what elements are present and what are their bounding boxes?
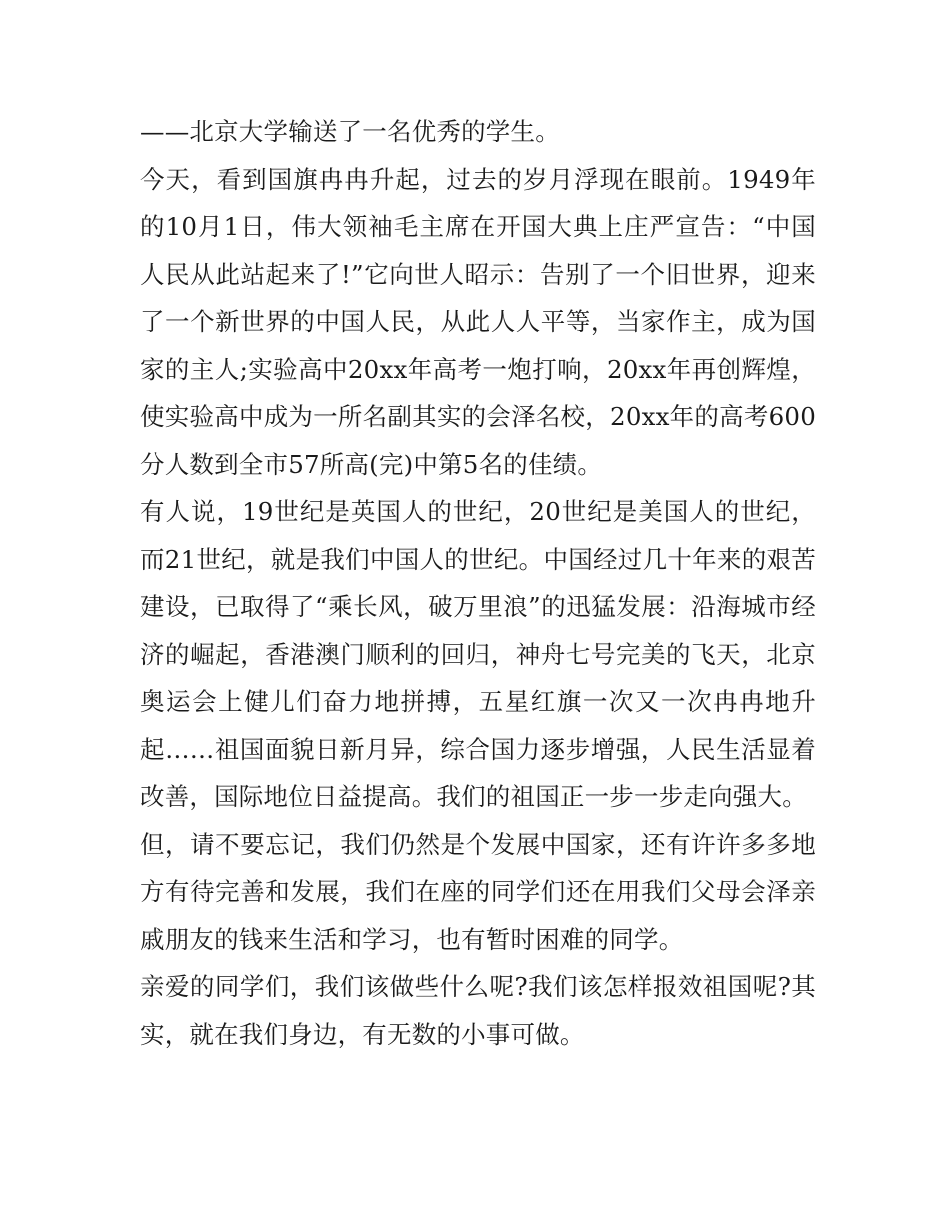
paragraph-2: 今天，看到国旗冉冉升起，过去的岁月浮现在眼前。1949年的10月1日，伟大领袖毛主席在开国大典上庄严宣告：“中国人民从此站起来了!”它向世人昭示：告别了一个旧世界，迎来了一个新世界的中国人民，从此人人平等，当家作主，成为国家的主人;实验高中20xx年高考一炮打响，20xx年再创辉煌，使实验高中成为一所名副其实的会泽名校，20xx年的高考600分人数到全市57所高(完)中第5名的佳绩。 [140,164,816,479]
paragraph-3: 有人说，19世纪是英国人的世纪，20世纪是美国人的世纪，而21世纪，就是我们中国人的世纪。中国经过几十年来的艰苦建设，已取得了“乘长风，破万里浪”的迅猛发展：沿海城市经济的崛起，香港澳门顺利的回归，神舟七号完美的飞天，北京奥运会上健儿们奋力地拼搏，五星红旗一次又一次冉冉地升起……祖国面貌日新月异，综合国力逐步增强，人民生活显着改善，国际地位日益提高。我们的祖国正一步一步走向强大。 [140,497,816,811]
paragraph-5: 亲爱的同学们，我们该做些什么呢?我们该怎样报效祖国呢?其实，就在我们身边，有无数的小事可做。 [140,972,816,1049]
document-body [140,108,816,1058]
paragraph-4: 但，请不要忘记，我们仍然是个发展中国家，还有许许多多地方有待完善和发展，我们在座的同学们还在用我们父母会泽亲戚朋友的钱来生活和学习，也有暂时困难的同学。 [140,829,816,954]
paragraph-1: ——北京大学输送了一名优秀的学生。 [140,117,560,146]
